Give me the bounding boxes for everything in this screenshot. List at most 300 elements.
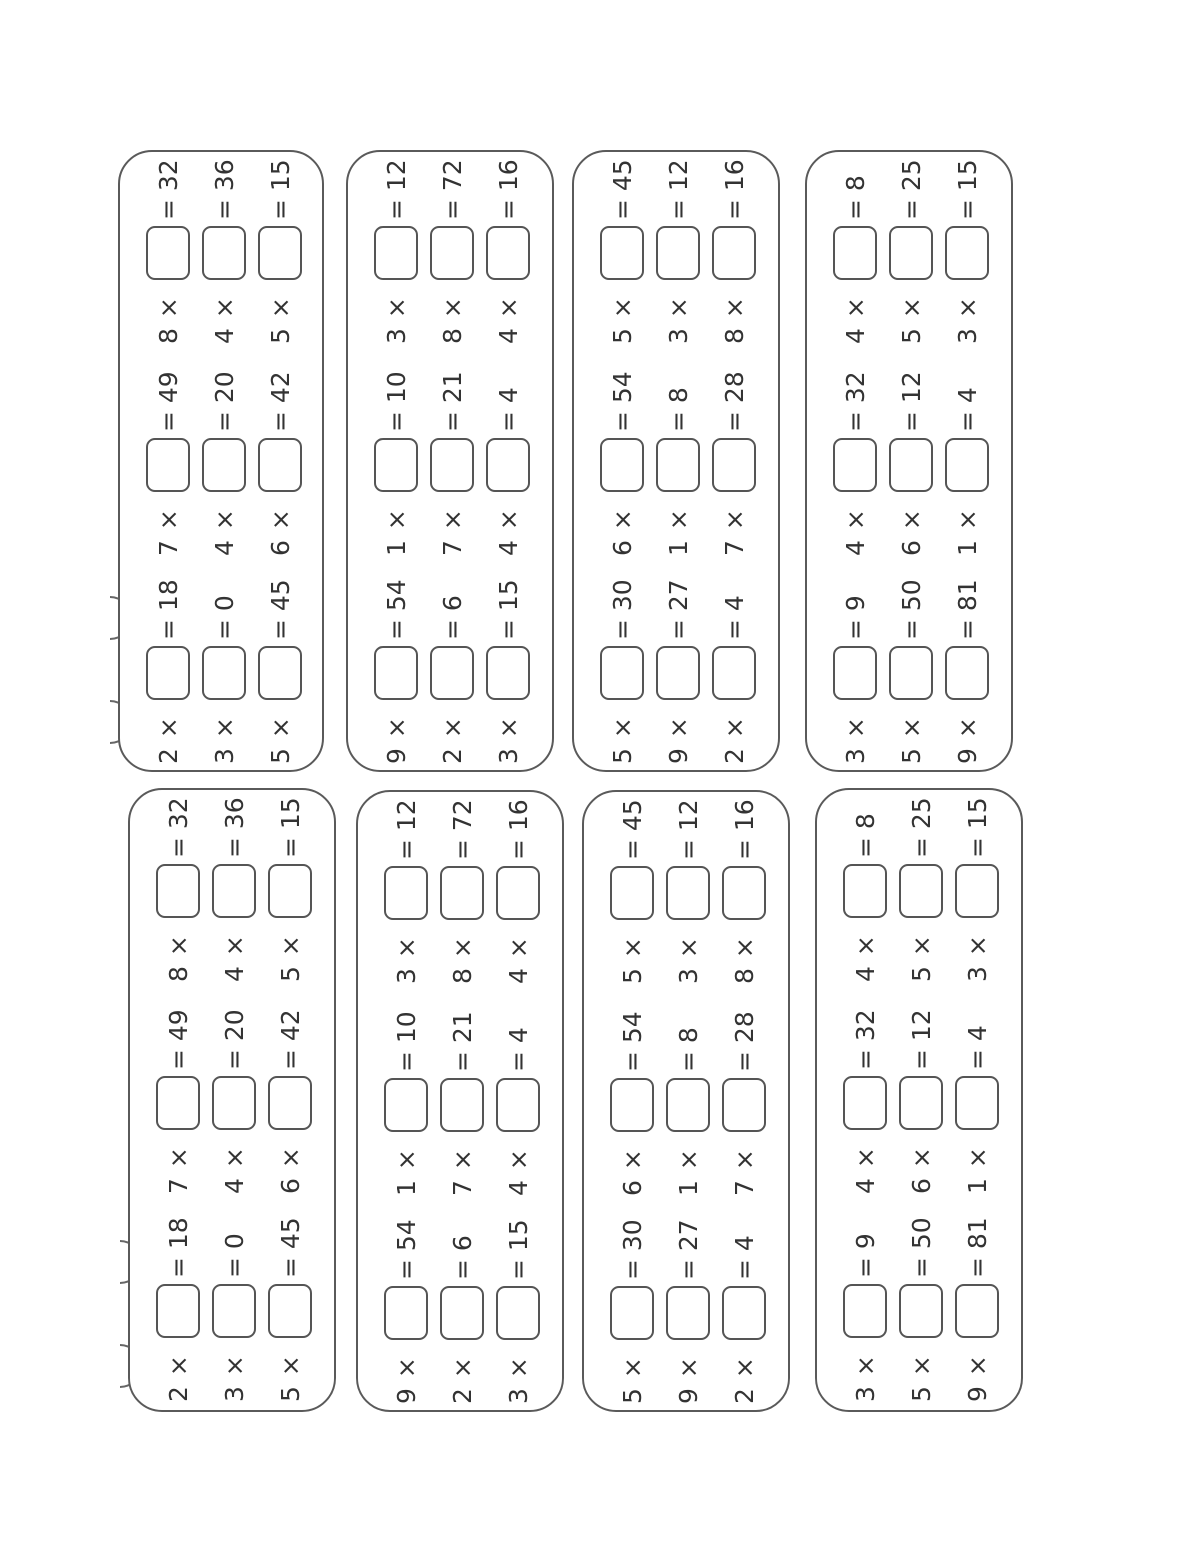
multiplication-problem <box>210 788 258 982</box>
answer-box[interactable] <box>212 1076 256 1130</box>
problem-factor: 5 × <box>275 934 305 982</box>
answer-box[interactable] <box>945 438 989 492</box>
problem-text-line <box>154 964 202 1194</box>
answer-box[interactable] <box>712 438 756 492</box>
problem-text-line <box>654 150 702 344</box>
multiplication-problem <box>484 150 532 344</box>
problem-factor: 3 × <box>850 1354 880 1402</box>
problem-result: = 4 <box>729 1235 759 1280</box>
problem-text-line <box>953 788 1001 982</box>
problem-factor: 5 × <box>896 716 926 764</box>
problem-result: = 15 <box>493 579 523 640</box>
problem-text-line <box>664 966 712 1196</box>
answer-box[interactable] <box>889 646 933 700</box>
answer-box[interactable] <box>202 438 246 492</box>
answer-box[interactable] <box>610 1286 654 1340</box>
problem-factor: 1 × <box>962 1146 992 1194</box>
answer-box[interactable] <box>258 646 302 700</box>
problem-text-line <box>484 150 532 344</box>
problem-result: = 0 <box>219 1233 249 1278</box>
exercise-card <box>346 150 554 772</box>
multiplication-problem <box>953 964 1001 1194</box>
problem-text-line <box>887 150 935 344</box>
problem-text-line <box>841 788 889 982</box>
problem-text-line <box>831 150 879 344</box>
problem-text-line <box>720 966 768 1196</box>
answer-box[interactable] <box>899 1076 943 1130</box>
problem-text-line <box>200 326 248 556</box>
problem-result: = 45 <box>617 799 647 860</box>
problem-factor: 9 × <box>673 1356 703 1404</box>
multiplication-problem <box>494 966 542 1196</box>
problem-factor: 1 × <box>381 508 411 556</box>
problem-row <box>200 152 248 772</box>
problem-text-line <box>372 534 420 764</box>
answer-box[interactable] <box>666 1286 710 1340</box>
answer-box[interactable] <box>600 438 644 492</box>
multiplication-problem <box>841 1172 889 1402</box>
problem-factor: 6 × <box>906 1146 936 1194</box>
problem-factor: 4 × <box>850 1146 880 1194</box>
answer-box[interactable] <box>610 1078 654 1132</box>
answer-box[interactable] <box>156 864 200 918</box>
problem-text-line <box>210 964 258 1194</box>
problem-result: = 50 <box>896 579 926 640</box>
multiplication-problem <box>710 326 758 556</box>
problem-text-line <box>372 150 420 344</box>
problem-result: = 81 <box>962 1217 992 1278</box>
multiplication-problem <box>608 1174 656 1404</box>
problem-result: = 81 <box>952 579 982 640</box>
answer-box[interactable] <box>496 1286 540 1340</box>
problem-row <box>484 152 532 772</box>
answer-box[interactable] <box>156 1076 200 1130</box>
problem-text-line <box>710 150 758 344</box>
multiplication-problem <box>494 790 542 984</box>
answer-box[interactable] <box>268 1076 312 1130</box>
problem-text-line <box>210 1172 258 1402</box>
problem-result: = 21 <box>447 1011 477 1072</box>
problem-factor: 8 × <box>447 936 477 984</box>
answer-box[interactable] <box>486 646 530 700</box>
multiplication-problem <box>654 534 702 764</box>
problem-text-line <box>720 790 768 984</box>
problem-result: = 12 <box>906 1009 936 1070</box>
problem-result: = 0 <box>209 595 239 640</box>
answer-box[interactable] <box>430 226 474 280</box>
multiplication-problem <box>200 534 248 764</box>
problem-result: = 27 <box>673 1219 703 1280</box>
multiplication-problem <box>200 326 248 556</box>
problem-result: = 30 <box>607 579 637 640</box>
answer-box[interactable] <box>889 438 933 492</box>
multiplication-problem <box>897 788 945 982</box>
problem-factor: 8 × <box>719 296 749 344</box>
multiplication-problem <box>154 788 202 982</box>
problem-factor: 9 × <box>381 716 411 764</box>
problem-text-line <box>598 534 646 764</box>
problem-factor: 7 × <box>153 508 183 556</box>
problem-text-line <box>200 150 248 344</box>
answer-box[interactable] <box>843 1284 887 1338</box>
problem-result: = 8 <box>663 387 693 432</box>
problem-factor: 3 × <box>381 296 411 344</box>
problem-text-line <box>266 964 314 1194</box>
problem-factor: 7 × <box>447 1148 477 1196</box>
problem-factor: 8 × <box>729 936 759 984</box>
multiplication-problem <box>664 1174 712 1404</box>
problem-text-line <box>484 326 532 556</box>
problem-result: = 15 <box>952 159 982 220</box>
problem-result: = 4 <box>962 1025 992 1070</box>
problem-result: = 28 <box>729 1011 759 1072</box>
answer-box[interactable] <box>722 866 766 920</box>
problem-row <box>154 790 202 1412</box>
problem-text-line <box>372 326 420 556</box>
problem-row <box>494 792 542 1412</box>
problem-factor: 2 × <box>437 716 467 764</box>
answer-box[interactable] <box>945 646 989 700</box>
answer-box[interactable] <box>146 226 190 280</box>
answer-box[interactable] <box>384 866 428 920</box>
multiplication-problem <box>438 1174 486 1404</box>
problem-text-line <box>720 1174 768 1404</box>
problem-result: = 32 <box>840 371 870 432</box>
problem-result: = 10 <box>381 371 411 432</box>
multiplication-problem <box>382 790 430 984</box>
multiplication-problem <box>664 790 712 984</box>
problem-result: = 9 <box>850 1233 880 1278</box>
problem-factor: 3 × <box>962 934 992 982</box>
problem-result: = 16 <box>503 799 533 860</box>
problem-factor: 4 × <box>493 508 523 556</box>
problem-text-line <box>256 326 304 556</box>
answer-box[interactable] <box>955 1076 999 1130</box>
multiplication-problem <box>154 964 202 1194</box>
problem-factor: 5 × <box>906 934 936 982</box>
problem-text-line <box>664 790 712 984</box>
problem-result: = 15 <box>962 797 992 858</box>
problem-text-line <box>897 788 945 982</box>
problem-factor: 3 × <box>952 296 982 344</box>
exercise-card <box>572 150 780 772</box>
answer-box[interactable] <box>656 646 700 700</box>
problem-factor: 5 × <box>617 936 647 984</box>
multiplication-problem <box>831 326 879 556</box>
answer-box[interactable] <box>899 864 943 918</box>
problem-row <box>144 152 192 772</box>
problem-result: = 25 <box>906 797 936 858</box>
problem-text-line <box>897 1172 945 1402</box>
answer-box[interactable] <box>258 226 302 280</box>
problem-row <box>608 792 656 1412</box>
multiplication-problem <box>484 326 532 556</box>
multiplication-problem <box>210 964 258 1194</box>
problem-result: = 4 <box>719 595 749 640</box>
problem-factor: 6 × <box>896 508 926 556</box>
problem-result: = 50 <box>906 1217 936 1278</box>
problem-factor: 5 × <box>265 716 295 764</box>
problem-text-line <box>887 326 935 556</box>
problem-result: = 72 <box>437 159 467 220</box>
answer-box[interactable] <box>712 646 756 700</box>
answer-box[interactable] <box>945 226 989 280</box>
problem-result: = 12 <box>381 159 411 220</box>
multiplication-problem <box>372 534 420 764</box>
answer-box[interactable] <box>666 1078 710 1132</box>
answer-box[interactable] <box>496 1078 540 1132</box>
problem-text-line <box>428 534 476 764</box>
multiplication-problem <box>256 326 304 556</box>
problem-factor: 8 × <box>163 934 193 982</box>
answer-box[interactable] <box>955 864 999 918</box>
answer-box[interactable] <box>610 866 654 920</box>
multiplication-problem <box>144 534 192 764</box>
problem-text-line <box>256 534 304 764</box>
problem-text-line <box>953 1172 1001 1402</box>
multiplication-problem <box>608 790 656 984</box>
problem-row <box>841 790 889 1412</box>
problem-text-line <box>256 150 304 344</box>
multiplication-problem <box>428 150 476 344</box>
answer-box[interactable] <box>202 226 246 280</box>
problem-factor: 9 × <box>962 1354 992 1402</box>
answer-box[interactable] <box>430 646 474 700</box>
problem-factor: 9 × <box>663 716 693 764</box>
problem-factor: 5 × <box>896 296 926 344</box>
problem-text-line <box>428 150 476 344</box>
answer-box[interactable] <box>722 1286 766 1340</box>
problem-text-line <box>831 326 879 556</box>
problem-result: = 15 <box>275 797 305 858</box>
answer-box[interactable] <box>889 226 933 280</box>
problem-factor: 3 × <box>493 716 523 764</box>
multiplication-problem <box>382 966 430 1196</box>
multiplication-problem <box>266 1172 314 1402</box>
problem-result: = 42 <box>265 371 295 432</box>
problem-result: = 12 <box>673 799 703 860</box>
problem-factor: 5 × <box>265 296 295 344</box>
answer-box[interactable] <box>374 646 418 700</box>
problem-result: = 36 <box>219 797 249 858</box>
multiplication-problem <box>831 534 879 764</box>
problem-result: = 4 <box>952 387 982 432</box>
multiplication-problem <box>710 150 758 344</box>
problem-text-line <box>438 790 486 984</box>
exercise-card <box>582 790 790 1412</box>
answer-box[interactable] <box>496 866 540 920</box>
problem-result: = 54 <box>391 1219 421 1280</box>
problem-result: = 36 <box>209 159 239 220</box>
problem-factor: 3 × <box>840 716 870 764</box>
answer-box[interactable] <box>843 864 887 918</box>
problem-factor: 5 × <box>617 1356 647 1404</box>
problem-text-line <box>144 326 192 556</box>
answer-box[interactable] <box>440 866 484 920</box>
problem-text-line <box>710 326 758 556</box>
problem-factor: 1 × <box>952 508 982 556</box>
answer-box[interactable] <box>440 1078 484 1132</box>
problem-text-line <box>428 326 476 556</box>
problem-factor: 3 × <box>391 936 421 984</box>
problem-text-line <box>943 534 991 764</box>
problem-row <box>266 790 314 1412</box>
problem-factor: 6 × <box>607 508 637 556</box>
problem-result: = 12 <box>391 799 421 860</box>
problem-result: = 28 <box>719 371 749 432</box>
problem-result: = 54 <box>607 371 637 432</box>
problem-result: = 54 <box>617 1011 647 1072</box>
problem-text-line <box>841 1172 889 1402</box>
problem-result: = 27 <box>663 579 693 640</box>
problem-text-line <box>943 150 991 344</box>
problem-result: = 16 <box>719 159 749 220</box>
problem-factor: 8 × <box>437 296 467 344</box>
answer-box[interactable] <box>656 226 700 280</box>
problem-row <box>654 152 702 772</box>
problem-text-line <box>438 966 486 1196</box>
answer-box[interactable] <box>899 1284 943 1338</box>
problem-text-line <box>608 966 656 1196</box>
multiplication-problem <box>598 150 646 344</box>
problem-text-line <box>598 326 646 556</box>
answer-box[interactable] <box>202 646 246 700</box>
problem-result: = 21 <box>437 371 467 432</box>
problem-row <box>943 152 991 772</box>
problem-text-line <box>664 1174 712 1404</box>
multiplication-problem <box>428 326 476 556</box>
problem-text-line <box>266 1172 314 1402</box>
problem-row <box>372 152 420 772</box>
problem-row <box>428 152 476 772</box>
multiplication-problem <box>210 1172 258 1402</box>
problem-factor: 3 × <box>209 716 239 764</box>
multiplication-problem <box>608 966 656 1196</box>
answer-box[interactable] <box>384 1078 428 1132</box>
problem-result: = 16 <box>493 159 523 220</box>
problem-factor: 2 × <box>447 1356 477 1404</box>
multiplication-problem <box>154 1172 202 1402</box>
answer-box[interactable] <box>656 438 700 492</box>
answer-box[interactable] <box>722 1078 766 1132</box>
multiplication-problem <box>256 534 304 764</box>
multiplication-problem <box>720 1174 768 1404</box>
multiplication-problem <box>438 966 486 1196</box>
answer-box[interactable] <box>430 438 474 492</box>
multiplication-problem <box>897 1172 945 1402</box>
exercise-card <box>805 150 1013 772</box>
problem-text-line <box>144 150 192 344</box>
problem-result: = 20 <box>209 371 239 432</box>
problem-text-line <box>382 1174 430 1404</box>
multiplication-problem <box>200 150 248 344</box>
problem-factor: 2 × <box>729 1356 759 1404</box>
multiplication-problem <box>144 326 192 556</box>
answer-box[interactable] <box>486 438 530 492</box>
multiplication-problem <box>598 326 646 556</box>
problem-result: = 30 <box>617 1219 647 1280</box>
problem-result: = 42 <box>275 1009 305 1070</box>
answer-box[interactable] <box>712 226 756 280</box>
problem-factor: 3 × <box>663 296 693 344</box>
answer-box[interactable] <box>212 864 256 918</box>
problem-text-line <box>494 966 542 1196</box>
problem-factor: 6 × <box>265 508 295 556</box>
answer-box[interactable] <box>843 1076 887 1130</box>
problem-text-line <box>598 150 646 344</box>
multiplication-problem <box>841 788 889 982</box>
problem-factor: 3 × <box>673 936 703 984</box>
answer-box[interactable] <box>268 1284 312 1338</box>
problem-result: = 12 <box>663 159 693 220</box>
answer-box[interactable] <box>833 646 877 700</box>
multiplication-problem <box>710 534 758 764</box>
answer-box[interactable] <box>600 646 644 700</box>
problem-text-line <box>953 964 1001 1194</box>
problem-result: = 45 <box>265 579 295 640</box>
multiplication-problem <box>266 788 314 982</box>
problem-row <box>953 790 1001 1412</box>
problem-text-line <box>608 790 656 984</box>
answer-box[interactable] <box>833 226 877 280</box>
multiplication-problem <box>438 790 486 984</box>
problem-result: = 4 <box>503 1027 533 1072</box>
answer-box[interactable] <box>600 226 644 280</box>
problem-result: = 20 <box>219 1009 249 1070</box>
multiplication-problem <box>841 964 889 1194</box>
problem-text-line <box>382 966 430 1196</box>
answer-box[interactable] <box>156 1284 200 1338</box>
answer-box[interactable] <box>955 1284 999 1338</box>
problem-factor: 7 × <box>163 1146 193 1194</box>
multiplication-problem <box>382 1174 430 1404</box>
answer-box[interactable] <box>374 438 418 492</box>
problem-factor: 1 × <box>391 1148 421 1196</box>
answer-box[interactable] <box>440 1286 484 1340</box>
problem-result: = 72 <box>447 799 477 860</box>
problem-result: = 49 <box>163 1009 193 1070</box>
problem-result: = 10 <box>391 1011 421 1072</box>
answer-box[interactable] <box>374 226 418 280</box>
answer-box[interactable] <box>146 646 190 700</box>
multiplication-problem <box>372 326 420 556</box>
multiplication-problem <box>943 326 991 556</box>
problem-row <box>210 790 258 1412</box>
problem-factor: 5 × <box>607 716 637 764</box>
problem-row <box>720 792 768 1412</box>
answer-box[interactable] <box>666 866 710 920</box>
answer-box[interactable] <box>486 226 530 280</box>
problem-result: = 49 <box>153 371 183 432</box>
problem-result: = 32 <box>850 1009 880 1070</box>
answer-box[interactable] <box>833 438 877 492</box>
problem-result: = 8 <box>850 813 880 858</box>
problem-text-line <box>494 1174 542 1404</box>
problem-text-line <box>897 964 945 1194</box>
answer-box[interactable] <box>212 1284 256 1338</box>
answer-box[interactable] <box>384 1286 428 1340</box>
multiplication-problem <box>428 534 476 764</box>
answer-box[interactable] <box>258 438 302 492</box>
answer-box[interactable] <box>268 864 312 918</box>
multiplication-problem <box>654 326 702 556</box>
problem-result: = 18 <box>163 1217 193 1278</box>
multiplication-problem <box>256 150 304 344</box>
problem-factor: 5 × <box>906 1354 936 1402</box>
answer-box[interactable] <box>146 438 190 492</box>
problem-row <box>897 790 945 1412</box>
problem-result: = 15 <box>265 159 295 220</box>
